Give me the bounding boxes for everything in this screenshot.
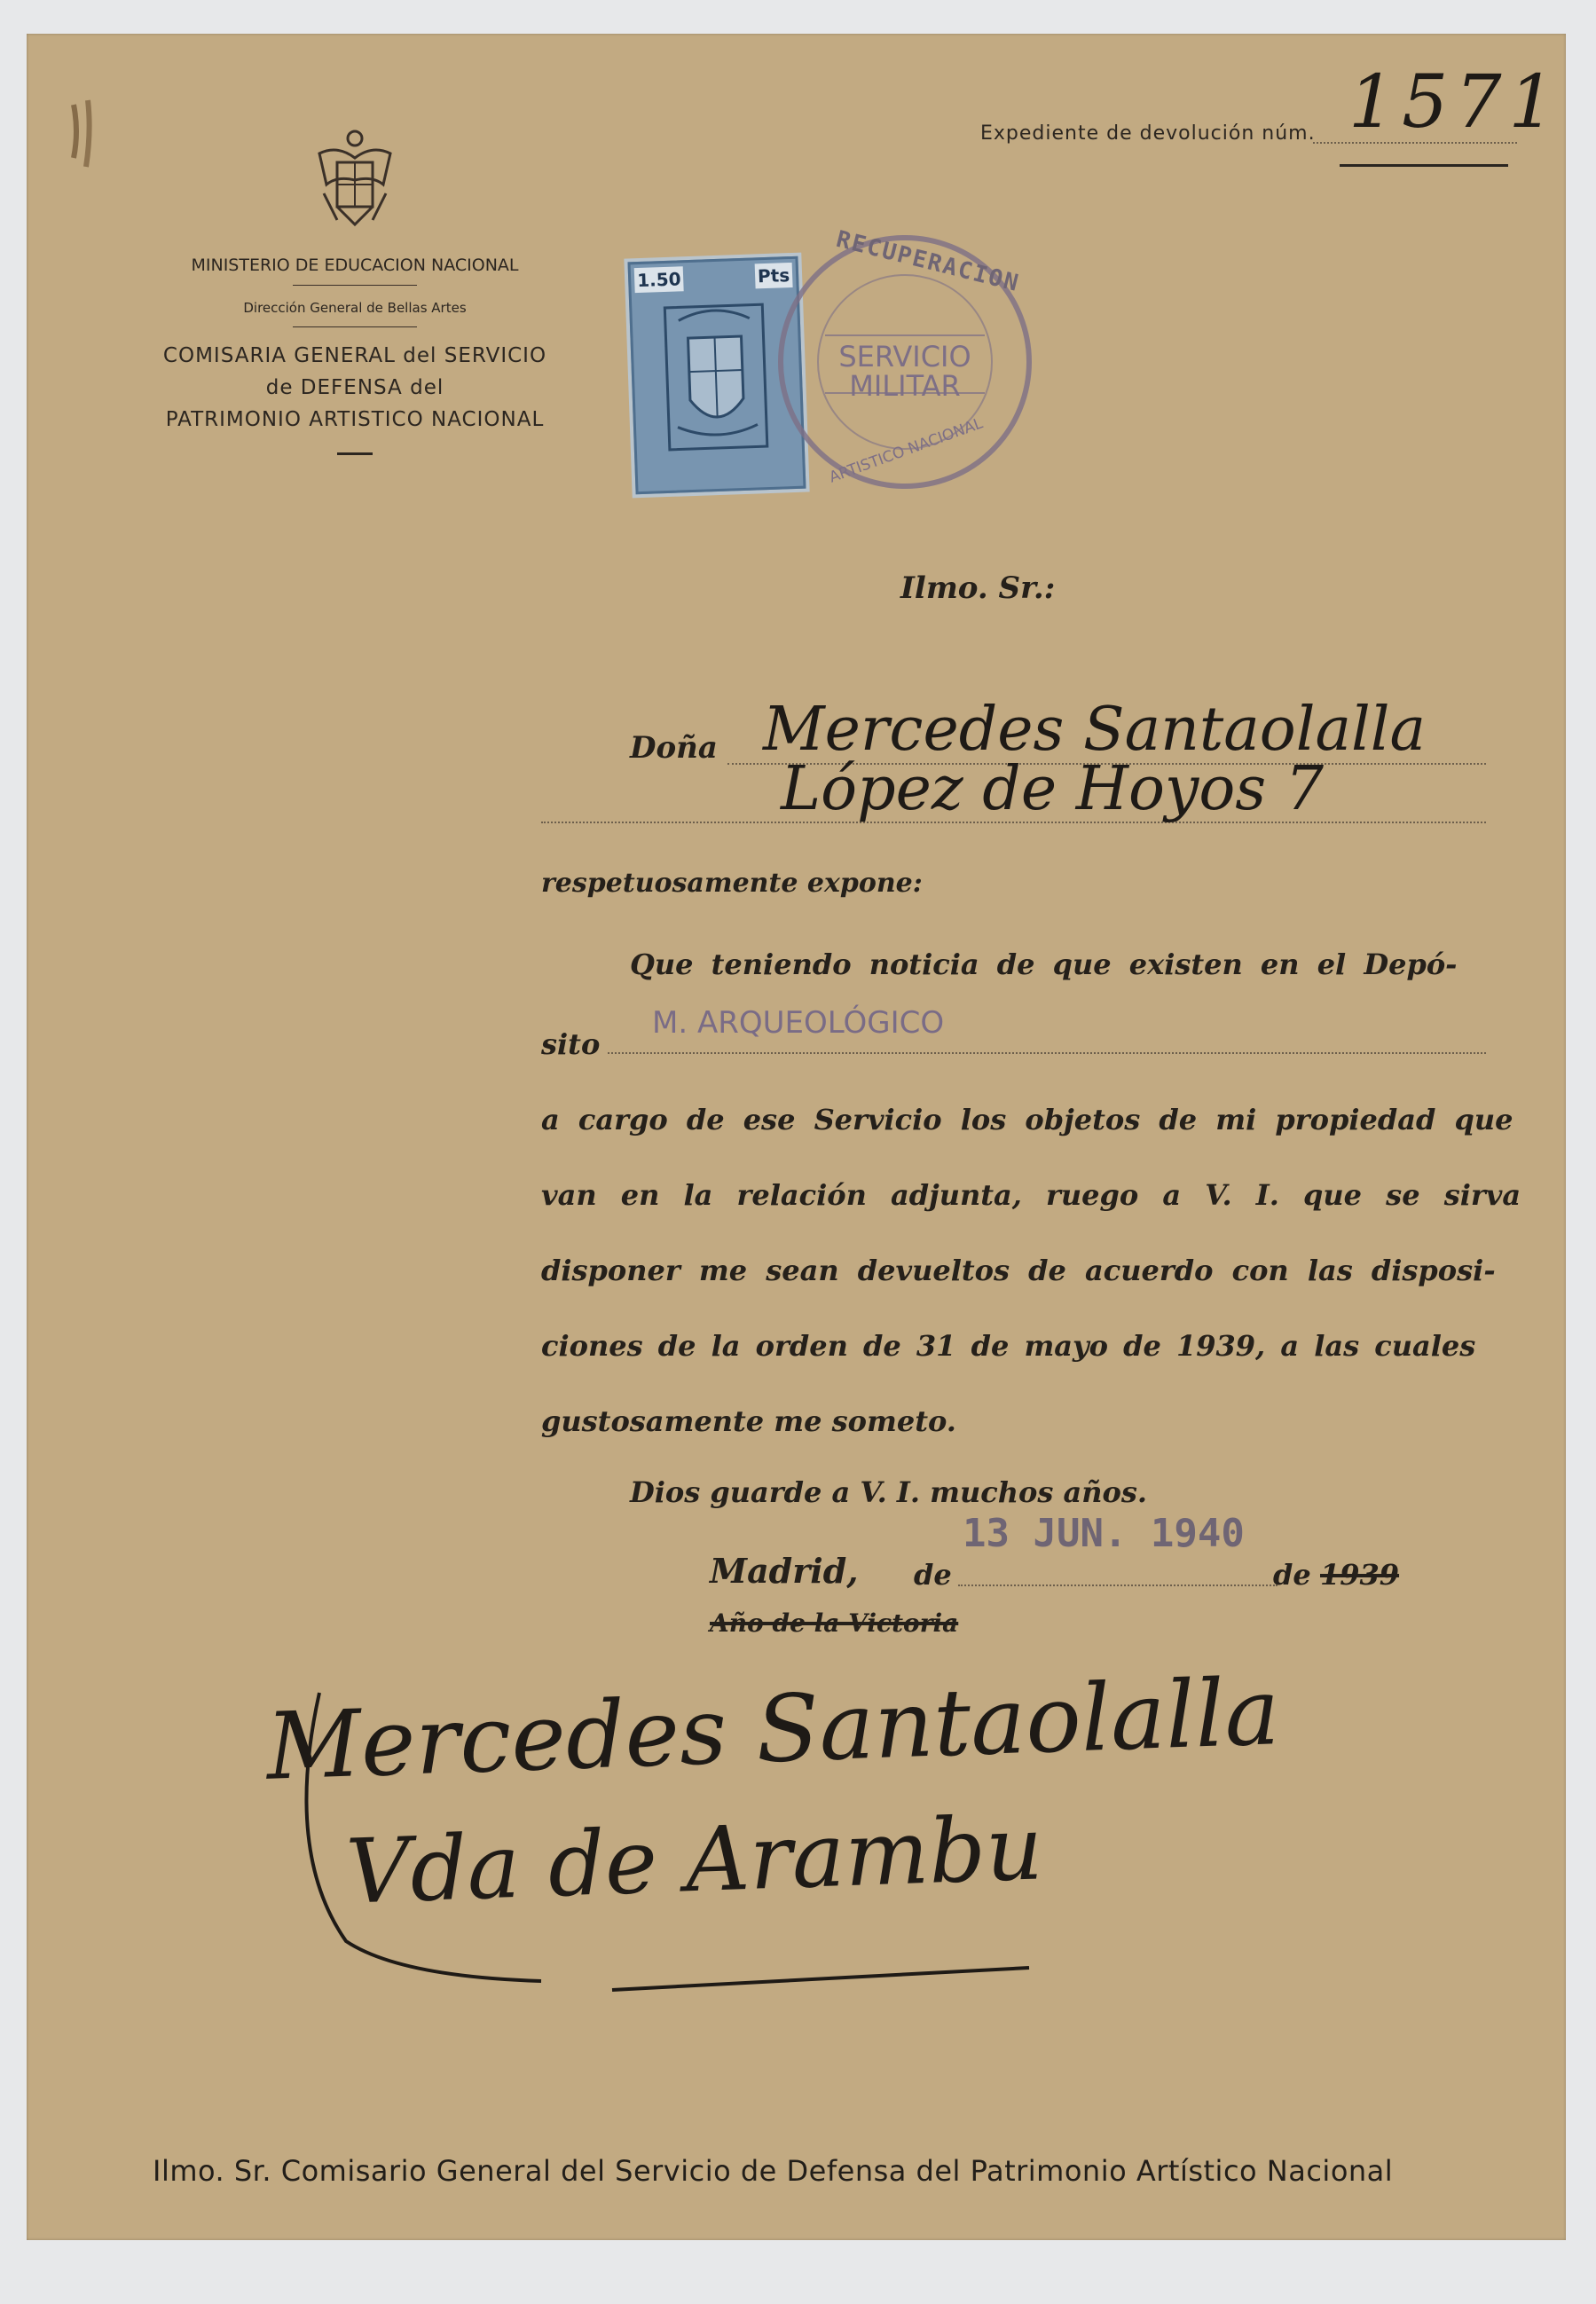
letterhead-divider bbox=[293, 326, 417, 327]
document-page bbox=[27, 34, 1566, 2240]
body-line-3: van en la relación adjunta, ruego a V. I. que se sirva bbox=[541, 1178, 1521, 1212]
signature-line-2: Vda de Arambu bbox=[344, 1796, 1045, 1924]
date-de-1: de bbox=[914, 1558, 952, 1592]
binder-hole-marks bbox=[67, 96, 102, 193]
applicant-address: López de Hoyos 7 bbox=[781, 754, 1325, 824]
date-place: Madrid, bbox=[710, 1551, 859, 1591]
applicant-prefix: Doña bbox=[630, 730, 718, 766]
signature-flourish bbox=[293, 1675, 1047, 2012]
deposit-line bbox=[608, 1052, 1486, 1054]
letterhead-divider bbox=[293, 285, 417, 286]
date-struck-line: Año de la Victoria bbox=[710, 1608, 959, 1638]
body-line-6: gustosamente me someto. bbox=[541, 1404, 956, 1438]
commission-line-1: COMISARIA GENERAL del SERVICIO bbox=[162, 344, 547, 367]
deposit-stamp-value: M. ARQUEOLÓGICO bbox=[652, 1005, 945, 1041]
expone-text: respetuosamente expone: bbox=[541, 868, 923, 899]
signature-line-1: Mercedes Santaolalla bbox=[264, 1657, 1282, 1801]
file-number-underline bbox=[1340, 164, 1508, 167]
date-year-struck: 1939 bbox=[1320, 1558, 1400, 1592]
seal-center-line-1: SERVICIO bbox=[838, 340, 971, 374]
letterhead-dash bbox=[337, 452, 373, 455]
file-number-label: Expediente de devolución núm. bbox=[980, 122, 1316, 145]
date-stamp: 13 JUN. 1940 bbox=[963, 1511, 1245, 1556]
file-number-handwritten: 1571 bbox=[1348, 60, 1562, 145]
coat-of-arms-eagle-icon bbox=[311, 122, 399, 233]
body-line-4: disponer me sean devueltos de acuerdo con las disposi- bbox=[541, 1254, 1496, 1287]
ministry-name: MINISTERIO DE EDUCACION NACIONAL bbox=[191, 256, 519, 275]
body-line-1: Que teniendo noticia de que existen en el Depó- bbox=[630, 948, 1458, 981]
seal-top-text: RECUPERACION bbox=[833, 225, 1023, 298]
date-day-line bbox=[958, 1584, 1278, 1586]
body-line-2: a cargo de ese Servicio los objetos de mi propiedad que bbox=[541, 1103, 1513, 1136]
closing-text: Dios guarde a V. I. muchos años. bbox=[630, 1475, 1148, 1509]
direction-name: Dirección General de Bellas Artes bbox=[243, 300, 467, 316]
revenue-stamp-shield-icon bbox=[660, 300, 772, 458]
commission-line-2: de DEFENSA del bbox=[265, 376, 444, 399]
date-de-2: de bbox=[1273, 1558, 1311, 1592]
stamp-value: 1.50 bbox=[634, 266, 684, 293]
recuperacion-seal bbox=[772, 225, 1038, 495]
stamp-unit: Pts bbox=[755, 263, 793, 288]
salutation: Ilmo. Sr.: bbox=[900, 570, 1056, 606]
footer-addressee: Ilmo. Sr. Comisario General del Servicio de Defensa del Patrimonio Artístico Nacional bbox=[153, 2154, 1394, 2188]
seal-center-line-2: MILITAR bbox=[849, 369, 961, 403]
seal-bottom-text: ARTISTICO NACIONAL bbox=[827, 414, 986, 487]
commission-line-3: PATRIMONIO ARTISTICO NACIONAL bbox=[165, 408, 545, 431]
body-line-5: ciones de la orden de 31 de mayo de 1939, a las cuales bbox=[541, 1329, 1476, 1363]
deposit-label: sito bbox=[541, 1027, 601, 1061]
applicant-name: Mercedes Santaolalla bbox=[763, 695, 1427, 765]
